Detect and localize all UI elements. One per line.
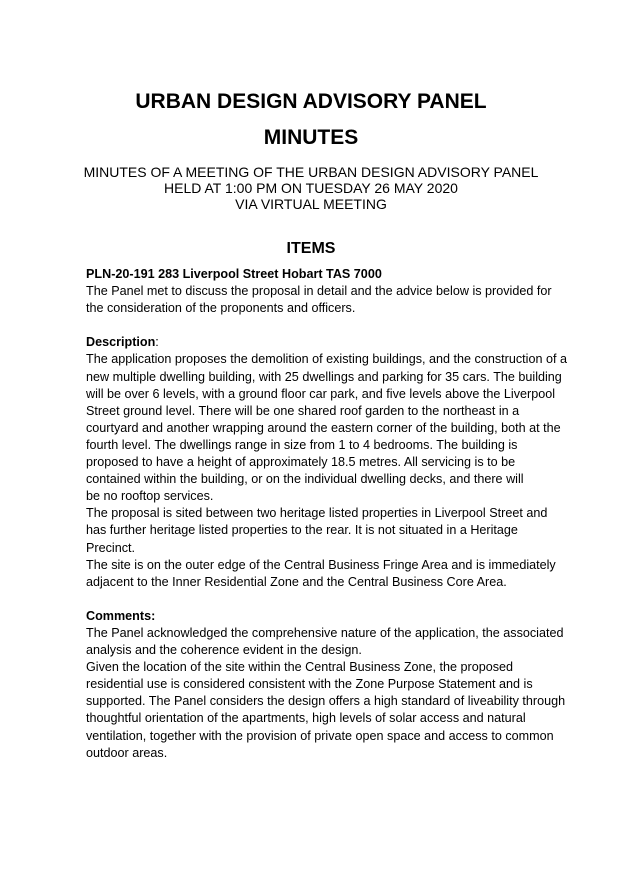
comments-line: analysis and the coherence evident in the design. xyxy=(86,643,362,658)
comments-line: Given the location of the site within the Central Business Zone, the proposed xyxy=(86,660,514,675)
meeting-details xyxy=(0,164,622,212)
comments-line: supported. The Panel considers the design offers a high standard of liveability through xyxy=(86,694,566,709)
comments-line: residential use is considered consistent with the Zone Purpose Statement and is xyxy=(86,677,533,692)
item-reference: PLN-20-191 283 Liverpool Street Hobart TAS 7000 xyxy=(86,267,382,281)
comments-line: outdoor areas. xyxy=(86,745,168,760)
items-heading: ITEMS xyxy=(286,240,336,257)
description-line: contained within the building, or on the individual dwelling decks, and there will xyxy=(86,472,524,487)
meeting-line-3: VIA VIRTUAL MEETING xyxy=(235,196,387,212)
comments-line: The Panel acknowledged the comprehensive nature of the application, the associated xyxy=(86,625,564,640)
description-line: will be over 6 levels, with a ground floor car park, and five levels above the Liverpool xyxy=(86,386,556,401)
description-line: Street ground level. There will be one shared roof garden to the northeast in a xyxy=(86,403,520,418)
description-heading-line xyxy=(86,334,576,351)
description-line: The application proposes the demolition of existing buildings, and the construction of a xyxy=(86,352,567,367)
description-line: Precinct. xyxy=(86,540,135,555)
description-line: The proposal is sited between two heritage listed properties in Liverpool Street and xyxy=(86,506,548,521)
comments-line: ventilation, together with the provision of private open space and access to common xyxy=(86,728,554,743)
description-line: fourth level. The dwellings range in size from 1 to 4 bedrooms. The building is xyxy=(86,437,518,452)
description-line: proposed to have a height of approximately 18.5 metres. All servicing is to be xyxy=(86,455,516,470)
intro-line: the consideration of the proponents and officers. xyxy=(86,301,356,316)
description-colon: : xyxy=(155,335,159,350)
description-line: new multiple dwelling building, with 25 dwellings and parking for 35 cars. The building xyxy=(86,369,562,384)
description-line: courtyard and another wrapping around the eastern corner of the building, both at the xyxy=(86,420,561,435)
description-line: be no rooftop services. xyxy=(86,489,214,504)
document-subtitle: MINUTES xyxy=(263,126,359,149)
meeting-line-2: HELD AT 1:00 PM ON TUESDAY 26 MAY 2020 xyxy=(164,180,458,196)
document-title: URBAN DESIGN ADVISORY PANEL xyxy=(135,90,487,113)
description-heading: Description xyxy=(86,335,156,350)
comments-line: thoughtful orientation of the apartments, high levels of solar access and natural xyxy=(86,711,526,726)
comments-heading: Comments: xyxy=(86,608,156,623)
description-line: has further heritage listed properties to the rear. It is not situated in a Heritage xyxy=(86,523,518,538)
description-line: adjacent to the Inner Residential Zone and the Central Business Core Area. xyxy=(86,574,507,589)
item-body xyxy=(86,266,576,762)
meeting-line-1: MINUTES OF A MEETING OF THE URBAN DESIGN ADVISORY PANEL xyxy=(83,164,539,180)
intro-line: The Panel met to discuss the proposal in detail and the advice below is provided for xyxy=(86,284,552,299)
description-line: The site is on the outer edge of the Central Business Fringe Area and is immediately xyxy=(86,557,556,572)
